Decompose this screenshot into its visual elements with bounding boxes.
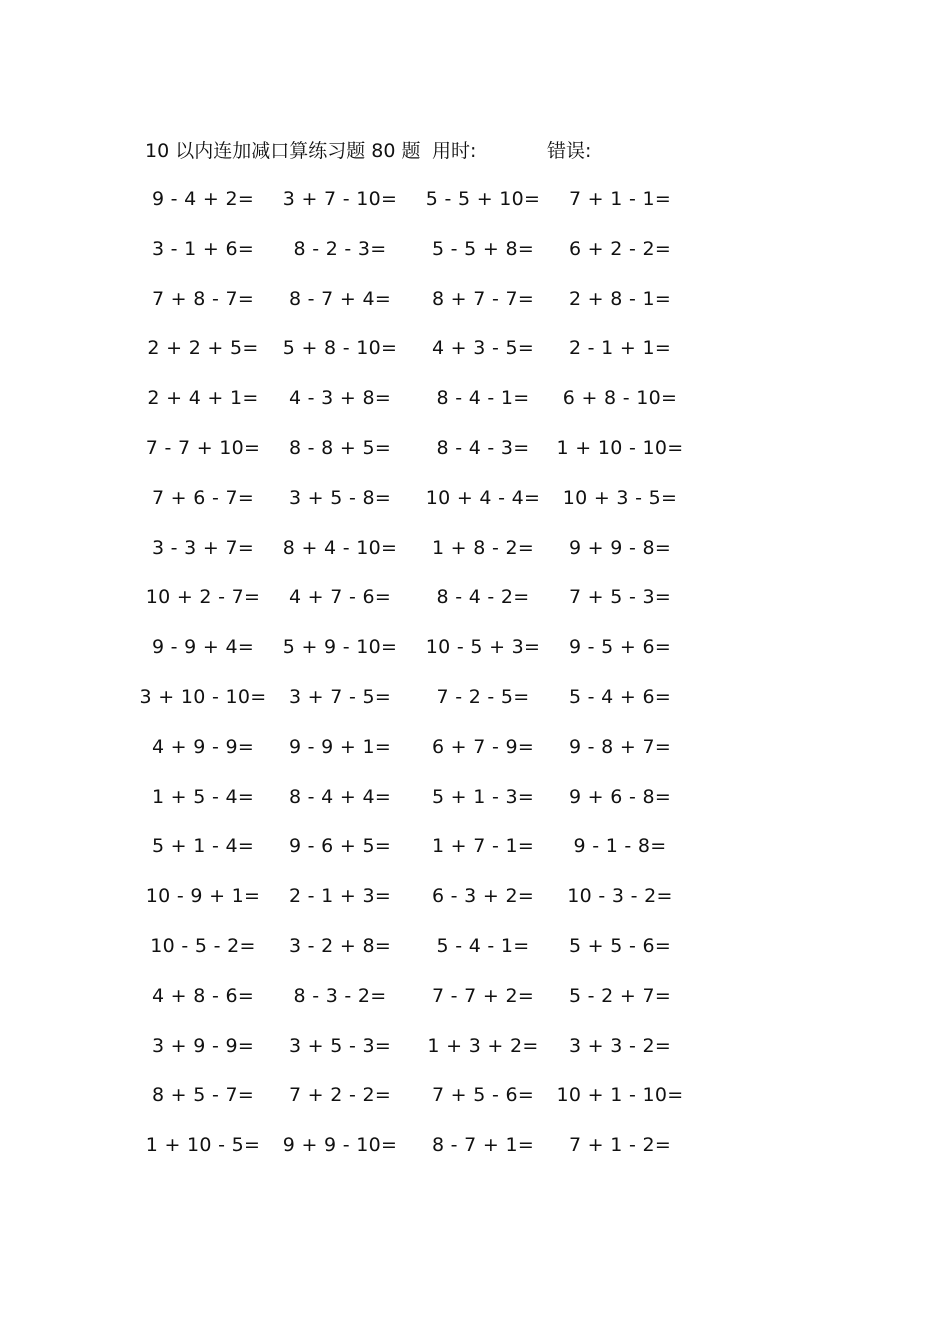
problem-r1-c3: 5 - 5 + 10= — [425, 188, 541, 210]
problem-r9-c1: 10 + 2 - 7= — [145, 586, 261, 609]
problem-r6-c3: 8 - 4 - 3= — [436, 437, 530, 459]
problem-r19-c4: 10 + 1 - 10= — [556, 1084, 684, 1107]
problem-r7-c3: 10 + 4 - 4= — [425, 486, 541, 509]
problem-r8-c1: 3 - 3 + 7= — [151, 536, 255, 559]
problem-r8-c3: 1 + 8 - 2= — [431, 536, 535, 559]
problem-r2-c1: 3 - 1 + 6= — [151, 237, 255, 260]
problem-r20-c2: 9 + 9 - 10= — [282, 1134, 398, 1157]
problem-r10-c1: 9 - 9 + 4= — [151, 636, 255, 659]
problem-r11-c1: 3 + 10 - 10= — [139, 686, 267, 708]
problem-r4-c2: 5 + 8 - 10= — [282, 337, 398, 360]
problem-r7-c1: 7 + 6 - 7= — [151, 486, 255, 509]
problem-r9-c4: 7 + 5 - 3= — [568, 586, 672, 609]
problem-r16-c3: 5 - 4 - 1= — [436, 935, 530, 957]
problem-r3-c2: 8 - 7 + 4= — [288, 287, 392, 310]
problem-r10-c2: 5 + 9 - 10= — [282, 636, 398, 659]
problem-r4-c1: 2 + 2 + 5= — [147, 337, 259, 360]
problem-r2-c3: 5 - 5 + 8= — [431, 237, 535, 260]
problem-r8-c4: 9 + 9 - 8= — [568, 536, 672, 559]
problem-r7-c4: 10 + 3 - 5= — [562, 486, 678, 509]
problem-r17-c1: 4 + 8 - 6= — [151, 984, 255, 1007]
problem-r12-c3: 6 + 7 - 9= — [431, 735, 535, 758]
problem-r19-c3: 7 + 5 - 6= — [431, 1084, 535, 1107]
worksheet-title: 10 以内连加减口算练习题 80 题 — [145, 140, 421, 162]
problem-r18-c2: 3 + 5 - 3= — [288, 1034, 392, 1057]
problem-r14-c4: 9 - 1 - 8= — [573, 835, 667, 858]
problem-r4-c4: 2 - 1 + 1= — [568, 337, 672, 360]
problem-r19-c2: 7 + 2 - 2= — [288, 1084, 392, 1107]
problem-r10-c4: 9 - 5 + 6= — [568, 636, 672, 659]
problem-r12-c2: 9 - 9 + 1= — [288, 735, 392, 758]
problem-r8-c2: 8 + 4 - 10= — [282, 536, 398, 559]
problem-r17-c4: 5 - 2 + 7= — [568, 984, 672, 1007]
problem-r20-c1: 1 + 10 - 5= — [145, 1134, 261, 1157]
problem-r10-c3: 10 - 5 + 3= — [425, 636, 541, 659]
error-count-label: 错误: — [547, 140, 592, 162]
problem-r12-c4: 9 - 8 + 7= — [568, 735, 672, 758]
problem-r14-c3: 1 + 7 - 1= — [431, 835, 535, 858]
problem-r5-c1: 2 + 4 + 1= — [147, 387, 259, 410]
problem-r3-c3: 8 + 7 - 7= — [431, 287, 535, 310]
problem-r20-c3: 8 - 7 + 1= — [431, 1134, 535, 1157]
problem-r6-c2: 8 - 8 + 5= — [288, 437, 392, 459]
problem-r11-c3: 7 - 2 - 5= — [436, 686, 530, 708]
problem-r11-c4: 5 - 4 + 6= — [568, 686, 672, 708]
problem-r3-c1: 7 + 8 - 7= — [151, 287, 255, 310]
problem-r16-c1: 10 - 5 - 2= — [150, 935, 256, 957]
problem-r17-c3: 7 - 7 + 2= — [431, 984, 535, 1007]
problem-r2-c2: 8 - 2 - 3= — [293, 237, 387, 260]
problem-r14-c1: 5 + 1 - 4= — [151, 835, 255, 858]
problem-r18-c4: 3 + 3 - 2= — [568, 1034, 672, 1057]
problem-r5-c4: 6 + 8 - 10= — [562, 387, 678, 410]
problem-r1-c2: 3 + 7 - 10= — [282, 188, 398, 210]
problem-r6-c4: 1 + 10 - 10= — [556, 437, 684, 459]
problem-r15-c4: 10 - 3 - 2= — [567, 885, 673, 908]
problem-r1-c4: 7 + 1 - 1= — [568, 188, 672, 210]
problem-r15-c2: 2 - 1 + 3= — [288, 885, 392, 908]
problem-r15-c3: 6 - 3 + 2= — [431, 885, 535, 908]
problem-r1-c1: 9 - 4 + 2= — [151, 188, 255, 210]
problem-r12-c1: 4 + 9 - 9= — [151, 735, 255, 758]
problem-r20-c4: 7 + 1 - 2= — [568, 1134, 672, 1157]
problem-r16-c2: 3 - 2 + 8= — [288, 935, 392, 957]
problem-r13-c4: 9 + 6 - 8= — [568, 785, 672, 808]
problem-r3-c4: 2 + 8 - 1= — [568, 287, 672, 310]
problem-r11-c2: 3 + 7 - 5= — [288, 686, 392, 708]
problem-r16-c4: 5 + 5 - 6= — [568, 935, 672, 957]
problem-r17-c2: 8 - 3 - 2= — [293, 984, 387, 1007]
problem-r2-c4: 6 + 2 - 2= — [568, 237, 672, 260]
problem-r13-c2: 8 - 4 + 4= — [288, 785, 392, 808]
problem-r19-c1: 8 + 5 - 7= — [151, 1084, 255, 1107]
problem-r4-c3: 4 + 3 - 5= — [431, 337, 535, 360]
problem-r9-c3: 8 - 4 - 2= — [436, 586, 530, 609]
problem-r9-c2: 4 + 7 - 6= — [288, 586, 392, 609]
problem-r5-c3: 8 - 4 - 1= — [436, 387, 530, 410]
problem-r14-c2: 9 - 6 + 5= — [288, 835, 392, 858]
problem-r13-c1: 1 + 5 - 4= — [151, 785, 255, 808]
problem-r5-c2: 4 - 3 + 8= — [288, 387, 392, 410]
problem-r18-c3: 1 + 3 + 2= — [427, 1034, 539, 1057]
problem-r15-c1: 10 - 9 + 1= — [145, 885, 261, 908]
problem-r6-c1: 7 - 7 + 10= — [145, 437, 261, 459]
problem-r18-c1: 3 + 9 - 9= — [151, 1034, 255, 1057]
problem-r13-c3: 5 + 1 - 3= — [431, 785, 535, 808]
problem-r7-c2: 3 + 5 - 8= — [288, 486, 392, 509]
time-used-label: 用时: — [432, 140, 477, 162]
